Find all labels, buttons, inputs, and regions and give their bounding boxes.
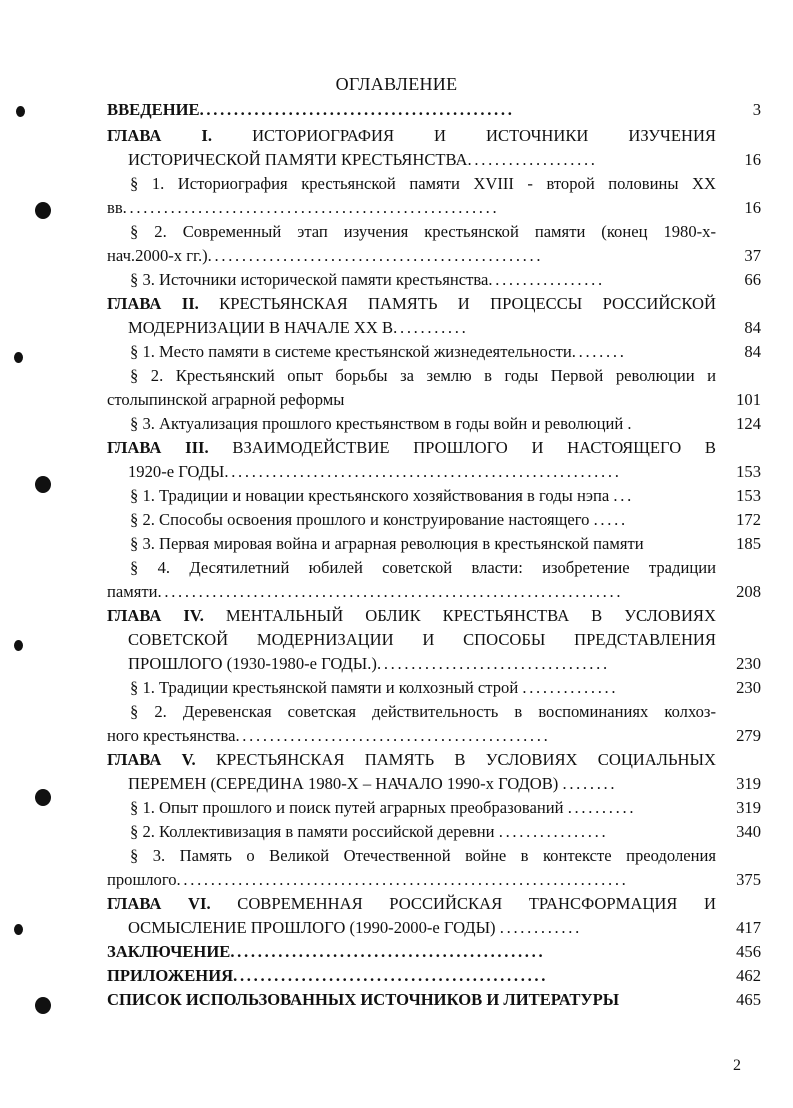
page-ref: 208 (736, 582, 761, 601)
page-ref: 66 (744, 270, 761, 289)
dot-leader: .................................. (376, 654, 610, 673)
page-ref: 185 (736, 534, 761, 553)
toc-section-5-3[interactable] (0, 844, 793, 868)
page-ref: 153 (736, 462, 761, 481)
dot-leader: ... (613, 486, 634, 505)
toc-chapter-4-cont[interactable] (0, 628, 793, 652)
page-ref: 340 (736, 822, 761, 841)
chapter-prefix: ГЛАВА VI. (107, 894, 211, 913)
dot-leader: ............ (499, 918, 582, 937)
entry-label: ПРИЛОЖЕНИЯ (107, 966, 234, 985)
dot-leader: ........ (571, 342, 627, 361)
section-title: § 1. Опыт прошлого и поиск путей аграрных преобразований (130, 798, 564, 817)
toc-chapter-1[interactable] (0, 124, 793, 148)
toc-section-4-2[interactable] (0, 700, 793, 724)
chapter-title: ИСТОРИОГРАФИЯ И ИСТОЧНИКИ ИЗУЧЕНИЯ (252, 126, 716, 145)
dot-leader: ................................................. (207, 246, 544, 265)
section-title: § 2. Деревенская советская действительность в воспоминаниях колхоз- (130, 702, 716, 721)
dot-leader: . (627, 414, 632, 433)
page-ref: 230 (736, 678, 761, 697)
dot-leader: .................................................................... (157, 582, 624, 601)
toc-entry-conclusion[interactable] (0, 940, 793, 964)
section-title: § 3. Первая мировая война и аграрная революция в крестьянской памяти (130, 534, 644, 553)
page-ref: 319 (736, 798, 761, 817)
dot-leader: .............................................. (230, 942, 546, 961)
page-ref: 16 (744, 198, 761, 217)
entry-label: ЗАКЛЮЧЕНИЕ (107, 942, 231, 961)
section-title: нач.2000-х гг.) (107, 246, 208, 265)
section-title: § 3. Актуализация прошлого крестьянством в годы войн и революций (130, 414, 624, 433)
toc-section-1-1[interactable] (0, 172, 793, 196)
toc-section-2-1[interactable] (0, 340, 793, 364)
chapter-title: ВЗАИМОДЕЙСТВИЕ ПРОШЛОГО И НАСТОЯЩЕГО В (232, 438, 716, 457)
toc-entry-appendix[interactable] (0, 964, 793, 988)
toc-section-5-1[interactable] (0, 796, 793, 820)
toc-entry-intro[interactable] (0, 98, 793, 122)
page-ref: 462 (736, 966, 761, 985)
dot-leader: ................... (467, 150, 598, 169)
chapter-title: МОДЕРНИЗАЦИИ В НАЧАЛЕ XX В (128, 318, 394, 337)
section-title: § 3. Источники исторической памяти крестьянства (130, 270, 489, 289)
page-ref: 124 (736, 414, 761, 433)
toc-section-3-1[interactable] (0, 484, 793, 508)
page-ref: 230 (736, 654, 761, 673)
dot-leader: ........... (393, 318, 469, 337)
chapter-title: ПРОШЛОГО (1930-1980-е ГОДЫ.) (128, 654, 377, 673)
section-title: § 1. Место памяти в системе крестьянской жизнедеятельности (130, 342, 572, 361)
page-ref: 16 (744, 150, 761, 169)
page-ref: 279 (736, 726, 761, 745)
dot-leader: .................................................................. (176, 870, 629, 889)
entry-label: СПИСОК ИСПОЛЬЗОВАННЫХ ИСТОЧНИКОВ И ЛИТЕРАТУРЫ (107, 990, 620, 1009)
section-title: § 1. Традиции крестьянской памяти и колхозный строй (130, 678, 519, 697)
toc-section-3-2[interactable] (0, 508, 793, 532)
section-title: прошлого (107, 870, 177, 889)
dot-leader: .............................................. (233, 966, 549, 985)
section-title: § 2. Коллективизация в памяти российской деревни (130, 822, 495, 841)
section-title: § 4. Десятилетний юбилей советской власти: изобретение традиции (130, 558, 716, 577)
toc-chapter-4-cont[interactable] (0, 652, 793, 676)
chapter-title: КРЕСТЬЯНСКАЯ ПАМЯТЬ И ПРОЦЕССЫ РОССИЙСКОЙ (219, 294, 716, 313)
page-ref: 84 (744, 342, 761, 361)
toc-chapter-5[interactable] (0, 748, 793, 772)
section-title: вв (107, 198, 123, 217)
toc-chapter-2-cont[interactable] (0, 316, 793, 340)
toc-section-1-1-cont[interactable] (0, 196, 793, 220)
dot-leader: .............. (522, 678, 619, 697)
toc-chapter-3[interactable] (0, 436, 793, 460)
section-title: § 1. Традиции и новации крестьянского хозяйствования в годы нэпа (130, 486, 610, 505)
toc-entry-sources[interactable] (0, 988, 793, 1012)
page-ref: 375 (736, 870, 761, 889)
toc-section-1-2-cont[interactable] (0, 244, 793, 268)
toc-section-1-2[interactable] (0, 220, 793, 244)
section-title: § 1. Историография крестьянской памяти XVIII - второй половины XX (130, 174, 716, 193)
toc-section-2-3[interactable] (0, 412, 793, 436)
page-ref: 84 (744, 318, 761, 337)
dot-leader: ................ (498, 822, 609, 841)
toc-chapter-3-cont[interactable] (0, 460, 793, 484)
section-title: ного крестьянства (107, 726, 236, 745)
section-title: столыпинской аграрной реформы (107, 390, 345, 409)
chapter-title: МЕНТАЛЬНЫЙ ОБЛИК КРЕСТЬЯНСТВА В УСЛОВИЯХ (225, 606, 716, 625)
chapter-prefix: ГЛАВА I. (107, 126, 213, 145)
chapter-title: СОВРЕМЕННАЯ РОССИЙСКАЯ ТРАНСФОРМАЦИЯ И (237, 894, 716, 913)
section-title: памяти (107, 582, 158, 601)
chapter-prefix: ГЛАВА V. (107, 750, 196, 769)
dot-leader: .......................................................... (224, 462, 622, 481)
chapter-title: ПЕРЕМЕН (СЕРЕДИНА 1980-Х – НАЧАЛО 1990-х ГОДОВ) (128, 774, 559, 793)
page-ref: 37 (744, 246, 761, 265)
toc-section-3-4-cont[interactable] (0, 580, 793, 604)
toc-section-4-2-cont[interactable] (0, 724, 793, 748)
chapter-title: КРЕСТЬЯНСКАЯ ПАМЯТЬ В УСЛОВИЯХ СОЦИАЛЬНЫХ (215, 750, 716, 769)
toc-chapter-5-cont[interactable] (0, 772, 793, 796)
toc-section-4-1[interactable] (0, 676, 793, 700)
dot-leader: ....................................................... (122, 198, 500, 217)
page-ref: 172 (736, 510, 761, 529)
dot-leader: ........ (562, 774, 618, 793)
chapter-prefix: ГЛАВА III. (107, 438, 209, 457)
toc-chapter-6-cont[interactable] (0, 916, 793, 940)
toc-section-3-4[interactable] (0, 556, 793, 580)
section-title: § 3. Память о Великой Отечественной войне в контексте преодоления (130, 846, 716, 865)
chapter-title: ИСТОРИЧЕСКОЙ ПАМЯТИ КРЕСТЬЯНСТВА (128, 150, 468, 169)
toc-section-1-3[interactable] (0, 268, 793, 292)
entry-label: ВВЕДЕНИЕ (107, 100, 200, 119)
page-ref: 465 (736, 990, 761, 1009)
chapter-title: ОСМЫСЛЕНИЕ ПРОШЛОГО (1990-2000-е ГОДЫ) (128, 918, 496, 937)
toc-section-2-2[interactable] (0, 364, 793, 388)
page-ref: 3 (752, 100, 761, 119)
chapter-title: 1920-е ГОДЫ (128, 462, 225, 481)
toc-section-5-3-cont[interactable] (0, 868, 793, 892)
page-ref: 153 (736, 486, 761, 505)
page-ref: 456 (736, 942, 761, 961)
page-number: 2 (733, 1057, 741, 1074)
toc-chapter-1-cont[interactable] (0, 148, 793, 172)
toc-section-3-3[interactable] (0, 532, 793, 556)
toc-chapter-2[interactable] (0, 292, 793, 316)
page-ref: 101 (736, 390, 761, 409)
page-title: ОГЛАВЛЕНИЕ (335, 74, 458, 94)
toc-section-2-2-cont[interactable] (0, 388, 793, 412)
page-ref: 319 (736, 774, 761, 793)
chapter-prefix: ГЛАВА IV. (107, 606, 204, 625)
chapter-title: СОВЕТСКОЙ МОДЕРНИЗАЦИИ И СПОСОБЫ ПРЕДСТАВЛЕНИЯ (128, 630, 716, 649)
dot-leader: ................. (488, 270, 605, 289)
dot-leader: ..... (593, 510, 628, 529)
section-title: § 2. Способы освоения прошлого и конструирование настоящего (130, 510, 590, 529)
page-ref: 417 (736, 918, 761, 937)
chapter-prefix: ГЛАВА II. (107, 294, 199, 313)
dot-leader: .............................................. (199, 100, 515, 119)
toc-chapter-6[interactable] (0, 892, 793, 916)
dot-leader: .......... (567, 798, 637, 817)
toc-chapter-4[interactable] (0, 604, 793, 628)
toc-section-5-2[interactable] (0, 820, 793, 844)
dot-leader: .............................................. (235, 726, 551, 745)
section-title: § 2. Современный этап изучения крестьянской памяти (конец 1980-х- (130, 222, 716, 241)
section-title: § 2. Крестьянский опыт борьбы за землю в годы Первой революции и (130, 366, 716, 385)
